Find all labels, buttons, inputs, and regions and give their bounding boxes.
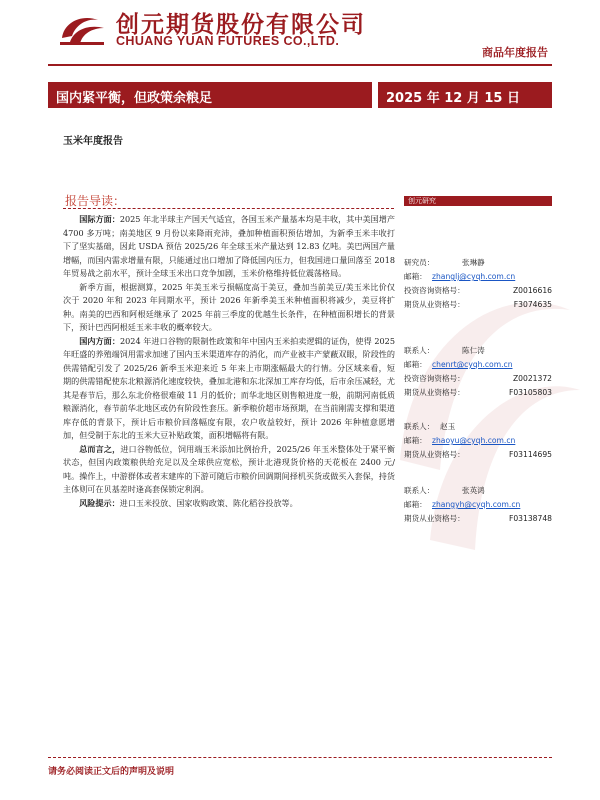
- report-title: 国内紧平衡，但政策余粮足: [56, 91, 213, 106]
- report-title-bar: [48, 82, 372, 108]
- analyst-card: 联系人： 赵玉 邮箱： zhaoyu@cyqh.com.cn 期货从业资格号： F03114695: [404, 422, 552, 459]
- analyst-email-link[interactable]: zhaoyu@cyqh.com.cn: [432, 436, 516, 445]
- analyst-name: 陈仁涛: [462, 346, 485, 355]
- sidebar-tag-label: 创元研究: [408, 197, 436, 205]
- header-divider: [48, 64, 552, 66]
- paragraph-international: 国际方面：2025 年北半球主产国天气适宜，各国玉米产量基本均是丰收，其中美国增产 4700 多万吨；南美地区 9 月份以来降雨充沛，叠加种植面积预估增加，为新季玉米丰收打下了坚实基础，因此 USDA 预估 2025/26 年全球玉米产量达到 12.83 亿吨。美巴两国产量增幅，而国内需求增量有限，只能通过出口增加了降低国内压力，但我国进口量回落至 2018 年贸易战之前水平，预计全球玉米出口竞争加剧，玉米价格维持低位震荡格局。: [63, 214, 395, 278]
- company-logo-icon: [58, 8, 108, 48]
- paragraph-domestic: 国内方面：2024 年进口谷物的限制性政策和年中国内玉米拍卖逻辑的证伪，使得 2025 年旺盛的养殖端饲用需求加速了国内玉米渠道库存的消化，而产业被丰产蒙蔽双眼，阶段性的供需错配引发了 2025/26 新季玉米迎来近 5 年来上市期涨幅最大的行情。分区域来看，短期的供需错配使东北粮源消化速度较快，叠加北港和东北深加工库存均低，后市余压减轻，尤其是春节后，那么东北价格很难破 11 月的低价；而华北地区则售粮进度一般，前期河南低质粮源消化，春节前华北地区或仍有阶段性套压。新季粮价超市场预期，在当前刚需支撑和渠道库存低的背景下，预计后市粮价回落幅度有限，农户收益较好，预计 2026 年种植意愿增加，但受制于东北的玉米大豆补贴政策，面积增幅将有限。: [63, 335, 395, 440]
- analyst-name: 张琳静: [462, 258, 485, 267]
- paragraph-summary: 总而言之，进口谷物低位，饲用端玉米添加比例抬升，2025/26 年玉米整体处于紧平衡状态，但国内政策粮供给充足以及全球供应宽松，预计北港现货价格的天花板在 2400 元/吨。操作上，中游群体或者末建库的下游可随后市粮价回调期间择机买货或做买入套保，持货主体则可在贝基差时逢高套保锁定利润。: [63, 443, 395, 494]
- analyst-email-link[interactable]: zhangyh@cyqh.com.cn: [432, 500, 521, 509]
- intro-divider: [63, 208, 394, 209]
- report-date-bar: [378, 82, 552, 108]
- footer-divider: [48, 757, 552, 758]
- company-name-en: CHUANG YUAN FUTURES CO.,LTD.: [116, 34, 340, 48]
- intro-body: [63, 213, 395, 510]
- analyst-card: 研究员： 张琳静 邮箱： zhanglj@cyqh.com.cn 投资咨询资格号： Z0016616 期货从业资格号： F3074635: [404, 258, 552, 309]
- analyst-name: 赵玉: [440, 422, 456, 431]
- analyst-email-link[interactable]: chenrt@cyqh.com.cn: [432, 360, 513, 369]
- footer-disclaimer: 请务必阅读正文后的声明及说明: [48, 767, 175, 777]
- intro-heading: 报告导读：: [65, 194, 126, 208]
- analyst-email-link[interactable]: zhanglj@cyqh.com.cn: [432, 272, 516, 281]
- report-date: 2025 年 12 月 15 日: [386, 91, 520, 106]
- document-type: 商品年度报告: [482, 46, 548, 59]
- company-name-cn: 创元期货股份有限公司: [116, 12, 366, 38]
- analyst-card: 联系人： 张英鸿 邮箱： zhangyh@cyqh.com.cn 期货从业资格号： F03138748: [404, 486, 552, 523]
- analyst-card: 联系人： 陈仁涛 邮箱： chenrt@cyqh.com.cn 投资咨询资格号： Z0021372 期货从业资格号： F03105803: [404, 346, 552, 397]
- paragraph-new-season: 新季方面，根据测算，2025 年美玉米亏损幅度高于美豆，叠加当前美豆/美玉米比价仅次于 2020 年和 2023 年同期水平，预计 2026 年新季美玉米种植面积将减少，美豆将扩种。南美的巴西和阿根廷继承了 2025 年前三季度的优越生长条件，在种植面积增长的背景下，预计巴西阿根廷玉米丰收的概率较大。: [63, 281, 395, 332]
- section-label: 玉米年度报告: [63, 136, 123, 147]
- sidebar-tag: [404, 196, 552, 206]
- analyst-name: 张英鸿: [462, 486, 485, 495]
- paragraph-risk: 风险提示：进口玉米投放、国家收购政策、陈化稻谷投放等。: [79, 497, 298, 508]
